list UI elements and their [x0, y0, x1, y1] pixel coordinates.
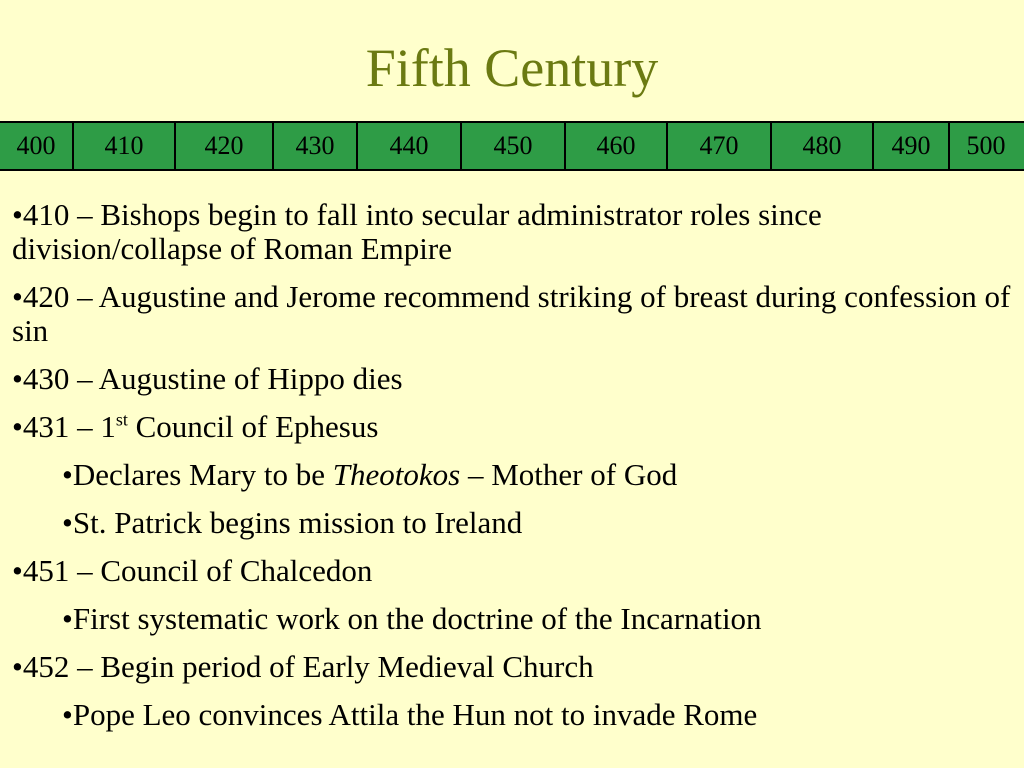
timeline-year-440: 440	[389, 131, 429, 160]
timeline-year-500: 500	[966, 131, 1006, 160]
timeline-year-430: 430	[295, 131, 335, 160]
bullet-text: •431 – 1	[12, 409, 116, 444]
timeline-year-420: 420	[204, 131, 244, 160]
bullet-item: •410 – Bishops begin to fall into secular administrator roles since division/collapse of Roman Empire	[12, 197, 822, 266]
timeline-year-460: 460	[596, 131, 636, 160]
sub-bullet-item: •Pope Leo convinces Attila the Hun not to invade Rome	[62, 697, 758, 732]
bullet-item: •420 – Augustine and Jerome recommend striking of breast during confession of sin	[12, 279, 1011, 348]
slide-title: Fifth Century	[365, 38, 659, 98]
timeline-year-470: 470	[699, 131, 739, 160]
timeline-year-490: 490	[891, 131, 931, 160]
timeline-year-450: 450	[493, 131, 533, 160]
sub-bullet-item: •First systematic work on the doctrine of the Incarnation	[62, 601, 762, 636]
timeline-year-480: 480	[802, 131, 842, 160]
timeline-bar	[0, 121, 1024, 171]
bullet-text: •Declares Mary to be	[62, 457, 333, 492]
bullet-text: Council of Ephesus	[127, 409, 379, 444]
sub-bullet-item	[12, 458, 1012, 492]
bullet-item: •430 – Augustine of Hippo dies	[12, 361, 403, 396]
sub-bullet-item: •St. Patrick begins mission to Ireland	[62, 505, 523, 540]
timeline-year-410: 410	[104, 131, 144, 160]
timeline-year-400: 400	[16, 131, 56, 160]
ordinal-suffix: st	[115, 409, 128, 430]
bullet-list	[12, 198, 1012, 746]
emphasis-text: Theotokos	[332, 457, 461, 492]
bullet-item: •452 – Begin period of Early Medieval Church	[12, 649, 594, 684]
bullet-item: •451 – Council of Chalcedon	[12, 553, 373, 588]
bullet-item	[12, 410, 1012, 444]
bullet-text: – Mother of God	[460, 457, 678, 492]
